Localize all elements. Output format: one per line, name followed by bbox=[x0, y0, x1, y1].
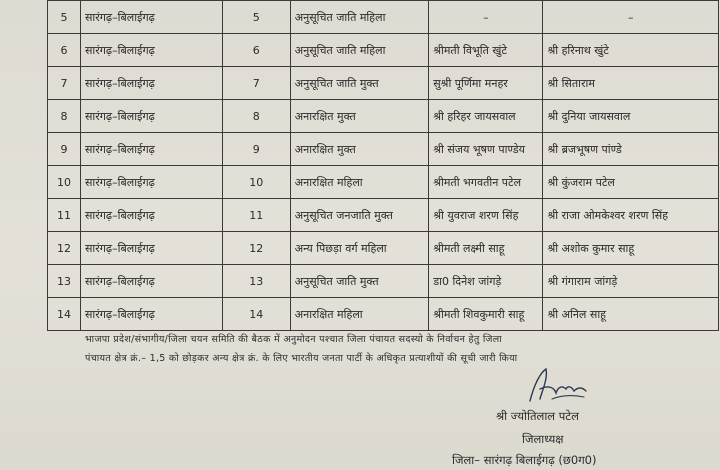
district-cell: सारंगढ़–बिलाईगढ़ bbox=[80, 34, 222, 67]
serial-number-cell: 6 bbox=[48, 34, 81, 67]
alternate-candidate-cell: श्री सिताराम bbox=[543, 67, 719, 100]
reservation-category-cell: अनुसूचित जाति मुक्त bbox=[290, 67, 429, 100]
candidate-name-cell: श्रीमती विभूति खुंटे bbox=[429, 34, 543, 67]
table-row bbox=[48, 298, 719, 331]
ward-number-cell: 7 bbox=[222, 67, 290, 100]
table-row bbox=[48, 100, 719, 133]
alternate-candidate-cell: – bbox=[543, 1, 719, 34]
reservation-category-cell: अनारक्षित महिला bbox=[290, 298, 429, 331]
table-row bbox=[48, 166, 719, 199]
signatory-name: श्री ज्योतिलाल पटेल bbox=[496, 409, 579, 423]
district-cell: सारंगढ़–बिलाईगढ़ bbox=[80, 100, 222, 133]
reservation-category-cell: अनारक्षित महिला bbox=[290, 166, 429, 199]
alternate-candidate-cell: श्री ब्रजभूषण पांण्डे bbox=[543, 133, 719, 166]
candidate-name-cell: – bbox=[429, 1, 543, 34]
note-line-1: भाजपा प्रदेश/संभागीय/जिला चयन समिति की बैठक में अनुमोदन पश्चात जिला पंचायत सदस्यो के निर्वाचन हेतु जिला bbox=[85, 334, 502, 345]
note-line-2: पंचायत क्षेत्र क्रं.– 1,5 को छोड़कर अन्य क्षेत्र क्रं. के लिए भारतीय जनता पार्टी के अधिकृत प्रत्याशीयों की सूची जारी किया bbox=[85, 353, 518, 364]
alternate-candidate-cell: श्री गंगाराम जांगड़े bbox=[543, 265, 719, 298]
signatory-designation: जिलाध्यक्ष bbox=[522, 432, 564, 446]
district-cell: सारंगढ़–बिलाईगढ़ bbox=[80, 133, 222, 166]
district-cell: सारंगढ़–बिलाईगढ़ bbox=[80, 67, 222, 100]
ward-number-cell: 13 bbox=[222, 265, 290, 298]
reservation-category-cell: अनुसूचित जाति मुक्त bbox=[290, 265, 429, 298]
district-cell: सारंगढ़–बिलाईगढ़ bbox=[80, 232, 222, 265]
district-cell: सारंगढ़–बिलाईगढ़ bbox=[80, 199, 222, 232]
reservation-category-cell: अन्य पिछड़ा वर्ग महिला bbox=[290, 232, 429, 265]
reservation-category-cell: अनुसूचित जाति महिला bbox=[290, 1, 429, 34]
table-row bbox=[48, 265, 719, 298]
alternate-candidate-cell: श्री हरिनाथ खुंटे bbox=[543, 34, 719, 67]
candidate-name-cell: डा0 दिनेश जांगड़े bbox=[429, 265, 543, 298]
ward-number-cell: 10 bbox=[222, 166, 290, 199]
alternate-candidate-cell: श्री दुनिया जायसवाल bbox=[543, 100, 719, 133]
serial-number-cell: 10 bbox=[48, 166, 81, 199]
serial-number-cell: 14 bbox=[48, 298, 81, 331]
ward-number-cell: 8 bbox=[222, 100, 290, 133]
serial-number-cell: 9 bbox=[48, 133, 81, 166]
ward-number-cell: 9 bbox=[222, 133, 290, 166]
handwritten-signature bbox=[522, 365, 592, 409]
serial-number-cell: 11 bbox=[48, 199, 81, 232]
candidate-name-cell: श्री युवराज शरण सिंह bbox=[429, 199, 543, 232]
table-row bbox=[48, 1, 719, 34]
district-cell: सारंगढ़–बिलाईगढ़ bbox=[80, 166, 222, 199]
serial-number-cell: 5 bbox=[48, 1, 81, 34]
ward-number-cell: 5 bbox=[222, 1, 290, 34]
alternate-candidate-cell: श्री अशोक कुमार साहू bbox=[543, 232, 719, 265]
candidate-name-cell: श्रीमती शिवकुमारी साहू bbox=[429, 298, 543, 331]
signature-block bbox=[452, 365, 690, 467]
district-cell: सारंगढ़–बिलाईगढ़ bbox=[80, 1, 222, 34]
alternate-candidate-cell: श्री राजा ओमकेश्वर शरण सिंह bbox=[543, 199, 719, 232]
ward-number-cell: 11 bbox=[222, 199, 290, 232]
table-row bbox=[48, 67, 719, 100]
serial-number-cell: 13 bbox=[48, 265, 81, 298]
candidate-name-cell: श्री संजय भूषण पाण्डेय bbox=[429, 133, 543, 166]
signatory-district: जिला– सारंगढ़ बिलाईगढ़ (छ0ग0) bbox=[452, 453, 597, 467]
reservation-category-cell: अनुसूचित जाति महिला bbox=[290, 34, 429, 67]
serial-number-cell: 7 bbox=[48, 67, 81, 100]
table-row bbox=[48, 133, 719, 166]
ward-number-cell: 6 bbox=[222, 34, 290, 67]
candidate-name-cell: श्रीमती भगवतीन पटेल bbox=[429, 166, 543, 199]
district-cell: सारंगढ़–बिलाईगढ़ bbox=[80, 298, 222, 331]
alternate-candidate-cell: श्री अनिल साहू bbox=[543, 298, 719, 331]
serial-number-cell: 12 bbox=[48, 232, 81, 265]
candidate-table bbox=[47, 0, 719, 331]
district-cell: सारंगढ़–बिलाईगढ़ bbox=[80, 265, 222, 298]
candidate-name-cell: श्री हरिहर जायसवाल bbox=[429, 100, 543, 133]
alternate-candidate-cell: श्री कुंजराम पटेल bbox=[543, 166, 719, 199]
serial-number-cell: 8 bbox=[48, 100, 81, 133]
reservation-category-cell: अनारक्षित मुक्त bbox=[290, 133, 429, 166]
table-row bbox=[48, 199, 719, 232]
table-row bbox=[48, 232, 719, 265]
ward-number-cell: 12 bbox=[222, 232, 290, 265]
candidate-name-cell: सुश्री पूर्णिमा मनहर bbox=[429, 67, 543, 100]
table-row bbox=[48, 34, 719, 67]
ward-number-cell: 14 bbox=[222, 298, 290, 331]
candidate-name-cell: श्रीमती लक्ष्मी साहू bbox=[429, 232, 543, 265]
reservation-category-cell: अनारक्षित मुक्त bbox=[290, 100, 429, 133]
reservation-category-cell: अनुसूचित जनजाति मुक्त bbox=[290, 199, 429, 232]
